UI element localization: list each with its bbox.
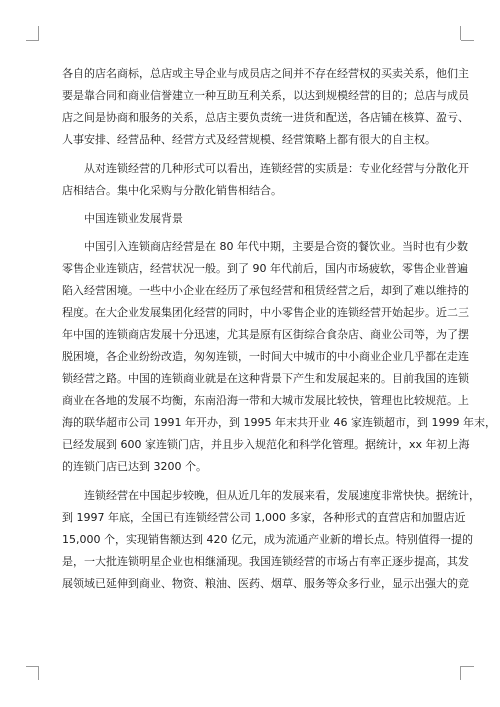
paragraph-franchise-relations bbox=[62, 63, 469, 151]
crop-mark-top-left bbox=[26, 40, 39, 41]
crop-mark-top-left bbox=[38, 26, 39, 40]
text-line: 程度。在大企业发展集团化经营的同时，中小零售企业的连锁经营开始起步。近二三 bbox=[62, 306, 469, 319]
text-line: 零售企业连锁店，经营状况一般。到了 90 年代前后，国内市场疲软，零售企业普遍 bbox=[62, 262, 468, 275]
text-line: 是，一大批连锁明星企业也相继涌现。我国连锁经营的市场占有率正逐步提高，其发 bbox=[62, 555, 469, 568]
crop-mark-bottom-right bbox=[461, 666, 474, 667]
text-line: 到 1997 年底，全国已有连锁经营公司 1,000 多家，各种形式的直营店和加盟店近 bbox=[62, 511, 466, 524]
text-line: 各自的店名商标，总店或主导企业与成员店之间并不存在经营权的买卖关系，他们主 bbox=[62, 67, 469, 80]
section-heading-text: 中国连锁业发展背景 bbox=[84, 212, 183, 225]
text-line: 店之间是协商和服务的关系，总店主要负责统一进货和配送，各店铺在核算、盈亏、 bbox=[62, 111, 469, 124]
crop-mark-top-right bbox=[461, 40, 474, 41]
text-line: 中国引入连锁商店经营是在 80 年代中期，主要是合资的餐饮业。当时也有少数 bbox=[84, 240, 468, 253]
crop-mark-bottom-right bbox=[460, 666, 461, 680]
text-line: 已经发展到 600 家连锁门店，并且步入规范化和科学化管理。据统计，xx 年初上海 bbox=[62, 438, 470, 451]
text-line: 的连锁门店已达到 3200 个。 bbox=[62, 460, 207, 473]
paragraph-chain-essence bbox=[62, 158, 469, 202]
document-page bbox=[62, 63, 496, 595]
text-line: 15,000 个，实现销售额达到 420 亿元，成为流通产业新的增长点。特别值得一提的 bbox=[62, 533, 473, 546]
crop-mark-top-right bbox=[460, 26, 461, 40]
text-line: 陷入经营困境。一些中小企业在经历了承包经营和租赁经营之后，却到了难以维持的 bbox=[62, 284, 469, 297]
text-line: 商业在各地的发展不均衡，东南沿海一带和大城市发展比较快，管理也比较规范。上 bbox=[62, 394, 469, 407]
text-line: 人事安排、经营品种、经营方式及经营规模、经营策略上都有很大的自主权。 bbox=[62, 133, 436, 146]
text-line: 展领域已延伸到商业、物资、粮油、医药、烟草、服务等众多行业，显示出强大的竞 bbox=[62, 577, 469, 590]
paragraph-growth-statistics bbox=[62, 485, 480, 595]
crop-mark-bottom-left bbox=[38, 666, 39, 680]
text-line: 海的联华超市公司 1991 年开办，到 1995 年末共开业 46 家连锁超市，到 1999 年末， bbox=[62, 416, 496, 429]
text-line: 店相结合。集中化采购与分散化销售相结合。 bbox=[62, 184, 282, 197]
text-line: 要是靠合同和商业信誉建立一种互助互利关系，以达到规模经营的目的；总店与成员 bbox=[62, 89, 469, 102]
text-line: 从对连锁经营的几种形式可以看出，连锁经营的实质是：专业化经营与分散化开 bbox=[84, 162, 469, 175]
paragraph-china-background bbox=[62, 236, 496, 478]
section-heading bbox=[62, 208, 452, 230]
text-line: 脱困境，各企业纷纷改造，匆匆连锁，一时间大中城市的中小商业企业几乎都在走连 bbox=[62, 350, 469, 363]
text-line: 锁经营之路。中国的连锁商业就是在这种背景下产生和发展起来的。目前我国的连锁 bbox=[62, 372, 469, 385]
text-line: 年中国的连锁商店发展十分迅速，尤其是原有区街综合食杂店、商业公司等，为了摆 bbox=[62, 328, 469, 341]
crop-mark-bottom-left bbox=[26, 666, 39, 667]
text-line: 连锁经营在中国起步较晚，但从近几年的发展来看，发展速度非常快快。据统计， bbox=[84, 489, 480, 502]
